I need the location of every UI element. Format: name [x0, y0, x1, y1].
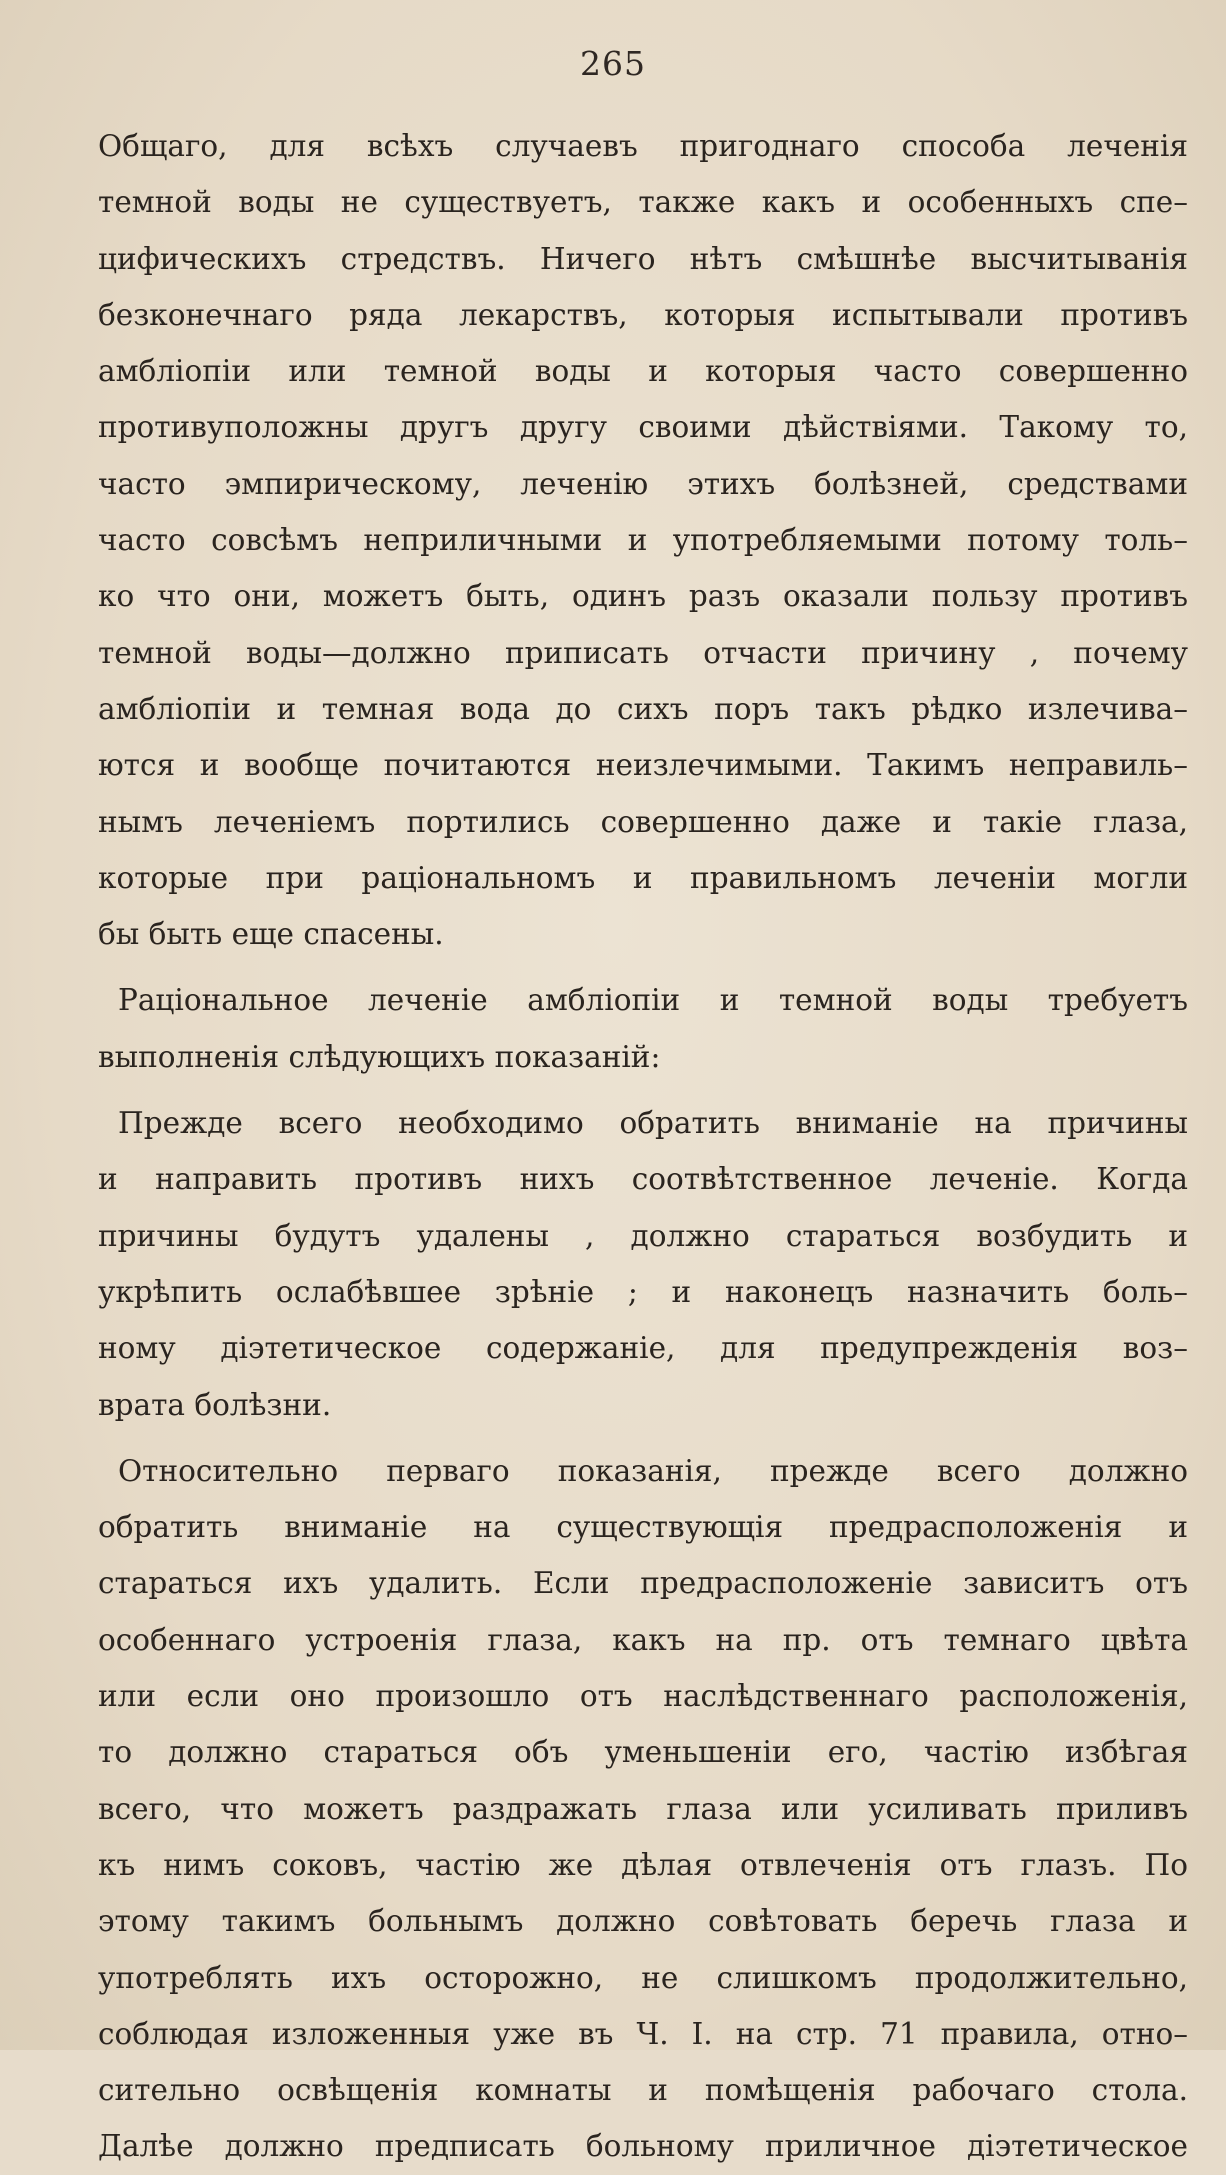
text-line: или если оно произошло отъ наслѣдственнаго расположенiя,	[98, 1679, 1188, 1714]
text-line: ются и вообще почитаются неизлечимыми. Такимъ неправиль–	[98, 748, 1188, 783]
paragraph-1	[98, 118, 1188, 962]
page-number: 265	[580, 44, 646, 83]
text-line: врата болѣзни.	[98, 1387, 332, 1422]
text-line: причины будутъ удалены , должно стараться возбудить и	[98, 1218, 1188, 1253]
text-line: бы быть еще спасены.	[98, 917, 444, 952]
text-line: Рацiональное леченiе амблiопiи и темной воды требуетъ	[118, 983, 1188, 1018]
text-line: темной воды не существуетъ, также какъ и особенныхъ спе–	[98, 185, 1188, 220]
text-line: темной воды—должно приписать отчасти причину , почему	[98, 635, 1188, 670]
text-line: нымъ леченiемъ портились совершенно даже и такiе глаза,	[98, 804, 1188, 839]
text-line: безконечнаго ряда лекарствъ, которыя испытывали противъ	[98, 297, 1188, 332]
text-line: амблiопiи или темной воды и которыя часто совершенно	[98, 354, 1188, 389]
text-line: ному дiэтетическое содержанiе, для предупрежденiя воз–	[98, 1331, 1188, 1366]
text-line: употреблять ихъ осторожно, не слишкомъ продолжительно,	[98, 1960, 1188, 1995]
text-line: укрѣпить ослабѣвшее зрѣнiе ; и наконецъ назначить боль–	[98, 1274, 1188, 1309]
text-line: этому такимъ больнымъ должно совѣтовать беречь глаза и	[98, 1904, 1188, 1939]
text-line: то должно стараться объ уменьшенiи его, частiю избѣгая	[98, 1735, 1188, 1770]
text-line: стараться ихъ удалить. Если предрасположенiе зависитъ отъ	[98, 1566, 1188, 1601]
text-line: цифическихъ стредствъ. Ничего нѣтъ смѣшнѣе высчитыванія	[98, 241, 1188, 276]
text-line: Относительно перваго показанiя, прежде всего должно	[118, 1453, 1188, 1488]
text-line: Общаго, для всѣхъ случаевъ пригоднаго способа леченія	[98, 129, 1188, 163]
text-line: часто совсѣмъ неприличными и употребляемыми потому толь–	[98, 523, 1188, 558]
text-line: часто эмпирическому, леченiю этихъ болѣзней, средствами	[98, 466, 1188, 501]
text-line: къ нимъ соковъ, частiю же дѣлая отвлеченiя отъ глазъ. По	[98, 1847, 1188, 1882]
text-line: ко что они, можетъ быть, одинъ разъ оказали пользу противъ	[98, 579, 1188, 614]
text-line: Далѣе должно предписать больному приличное дiэтетическое	[98, 2129, 1188, 2164]
text-line: особеннаго устроенiя глаза, какъ на пр. отъ темнаго цвѣта	[98, 1622, 1188, 1657]
text-line: и направить противъ нихъ соотвѣтственное леченiе. Когда	[98, 1162, 1188, 1197]
text-line: противуположны другъ другу своими дѣйствiями. Такому то,	[98, 410, 1188, 445]
text-line: обратить вниманiе на существующiя предрасположенiя и	[98, 1510, 1188, 1545]
text-line: сительно освѣщенiя комнаты и помѣщенiя рабочаго стола.	[98, 2073, 1188, 2108]
paragraph-2	[98, 972, 1188, 1085]
text-line: всего, что можетъ раздражать глаза или усиливать приливъ	[98, 1791, 1188, 1826]
text-line: амблiопiи и темная вода до сихъ поръ такъ рѣдко излечива–	[98, 691, 1188, 726]
paragraph-4	[98, 1443, 1188, 2175]
body-text	[98, 118, 1188, 2175]
text-line: соблюдая изложенныя уже въ Ч. I. на стр. 71 правила, отно–	[98, 2016, 1188, 2051]
paragraph-3	[98, 1095, 1188, 1433]
text-line: выполненiя слѣдующихъ показанiй:	[98, 1039, 661, 1074]
text-line: которые при рацiональномъ и правильномъ леченiи могли	[98, 860, 1188, 895]
text-line: Прежде всего необходимо обратить вниманiе на причины	[118, 1106, 1188, 1141]
